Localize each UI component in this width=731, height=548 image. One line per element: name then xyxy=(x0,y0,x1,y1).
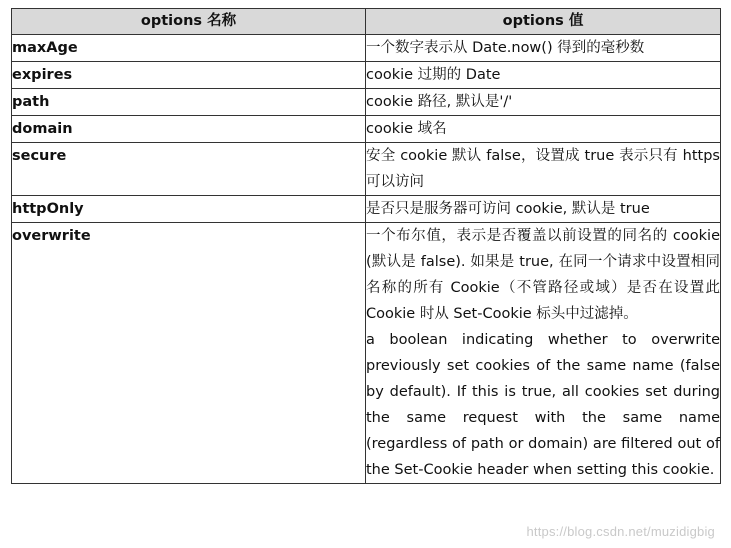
option-name: maxAge xyxy=(12,35,366,62)
table-row xyxy=(12,89,721,116)
option-name: domain xyxy=(12,116,366,143)
table-row xyxy=(12,223,721,484)
table-row xyxy=(12,116,721,143)
header-name: options 名称 xyxy=(12,9,366,35)
option-name: secure xyxy=(12,143,366,196)
option-value: cookie 域名 xyxy=(366,116,721,143)
option-value-en: a boolean indicating whether to overwrite previously set cookies of the same name (false by default). If this is true, all cookies set during the same request with the same name (regardless of path or domain) are filtered out of the Set-Cookie header when setting this cookie. xyxy=(366,332,720,478)
option-value: cookie 路径, 默认是'/' xyxy=(366,89,721,116)
option-name: expires xyxy=(12,62,366,89)
options-table xyxy=(11,8,721,484)
option-value: 是否只是服务器可访问 cookie, 默认是 true xyxy=(366,196,721,223)
option-name: overwrite xyxy=(12,223,366,484)
option-name: httpOnly xyxy=(12,196,366,223)
table-header-row xyxy=(12,9,721,35)
table-row xyxy=(12,35,721,62)
option-value-cell xyxy=(366,223,721,484)
table-row xyxy=(12,196,721,223)
option-value-zh: 一个布尔值，表示是否覆盖以前设置的同名的 cookie (默认是 false). 如果是 true, 在同一个请求中设置相同名称的所有 Cookie（不管路径或域）是否在设置此 Cookie 时从 Set-Cookie 标头中过滤掉。 xyxy=(366,228,720,322)
table-row xyxy=(12,143,721,196)
option-value: 安全 cookie 默认 false，设置成 true 表示只有 https 可以访问 xyxy=(366,143,721,196)
header-value: options 值 xyxy=(366,9,721,35)
option-value: cookie 过期的 Date xyxy=(366,62,721,89)
watermark: https://blog.csdn.net/muzidigbig xyxy=(526,524,715,539)
option-name: path xyxy=(12,89,366,116)
table-row xyxy=(12,62,721,89)
option-value: 一个数字表示从 Date.now() 得到的毫秒数 xyxy=(366,35,721,62)
